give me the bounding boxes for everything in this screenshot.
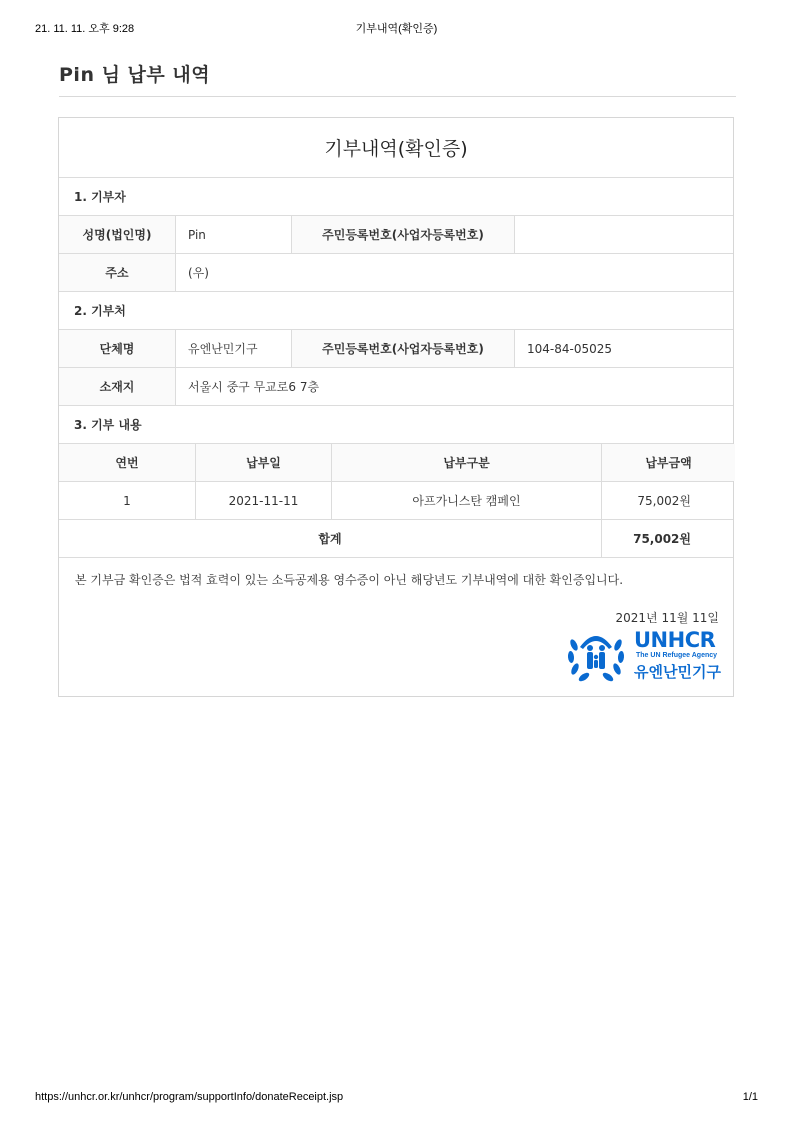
print-datetime: 21. 11. 11. 오후 9:28 — [35, 23, 135, 35]
details-section-heading: 3. 기부 내용 — [59, 406, 733, 444]
issue-date: 2021년 11월 11일 — [615, 611, 719, 625]
row-number: 1 — [123, 493, 131, 508]
column-header-amount: 납부금액 — [601, 444, 735, 481]
table-row — [59, 482, 733, 520]
recipient-org-value: 유엔난민기구 — [175, 330, 291, 367]
column-header-number: 연번 — [59, 444, 195, 481]
recipient-reg-value: 104-84-05025 — [514, 330, 735, 367]
donor-reg-value — [514, 216, 735, 253]
print-header — [35, 20, 758, 36]
recipient-org-label: 단체명 — [59, 330, 175, 367]
donor-name-value: Pin — [175, 216, 291, 253]
recipient-location-value: 서울시 중구 무교로6 7층 — [175, 368, 735, 405]
print-doc-title: 기부내역(확인증) — [355, 23, 438, 35]
row-amount: 75,002원 — [601, 482, 735, 519]
row-type: 아프가니스탄 캠페인 — [331, 482, 601, 519]
print-page-number: 1/1 — [742, 1091, 758, 1103]
donor-reg-label: 주민등록번호(사업자등록번호) — [291, 216, 514, 253]
unhcr-emblem-icon — [566, 627, 626, 683]
recipient-section-heading: 2. 기부처 — [59, 292, 733, 330]
print-url: https://unhcr.or.kr/unhcr/program/supportInfo/donateReceipt.jsp — [35, 1091, 344, 1103]
total-amount: 75,002원 — [601, 520, 735, 557]
details-header-row — [59, 444, 733, 482]
total-label: 합계 — [318, 532, 342, 546]
page-title: Pin 님 납부 내역 — [59, 64, 211, 86]
receipt-notice: 본 기부금 확인증은 법적 효력이 있는 소득공제용 영수증이 아닌 해당년도 기부내역에 대한 확인증입니다. — [75, 573, 624, 587]
row-date: 2021-11-11 — [195, 482, 331, 519]
title-divider — [59, 96, 736, 97]
column-header-type: 납부구분 — [331, 444, 601, 481]
receipt-box — [58, 117, 734, 697]
print-footer — [35, 1091, 758, 1107]
recipient-location-row — [59, 368, 733, 406]
donor-address-value: (우) — [175, 254, 735, 291]
column-header-date: 납부일 — [195, 444, 331, 481]
recipient-location-label: 소재지 — [59, 368, 175, 405]
receipt-title: 기부내역(확인증) — [59, 118, 733, 178]
recipient-org-row — [59, 330, 733, 368]
unhcr-logo — [566, 627, 722, 683]
donor-name-row — [59, 216, 733, 254]
logo-subtitle: The UN Refugee Agency — [636, 652, 718, 659]
donor-address-label: 주소 — [59, 254, 175, 291]
donor-address-row — [59, 254, 733, 292]
logo-korean-name: 유엔난민기구 — [634, 663, 721, 681]
total-row — [59, 520, 733, 558]
donor-name-label: 성명(법인명) — [59, 216, 175, 253]
recipient-reg-label: 주민등록번호(사업자등록번호) — [291, 330, 514, 367]
donor-section-heading: 1. 기부자 — [59, 178, 733, 216]
logo-wordmark: UNHCR — [634, 628, 716, 652]
